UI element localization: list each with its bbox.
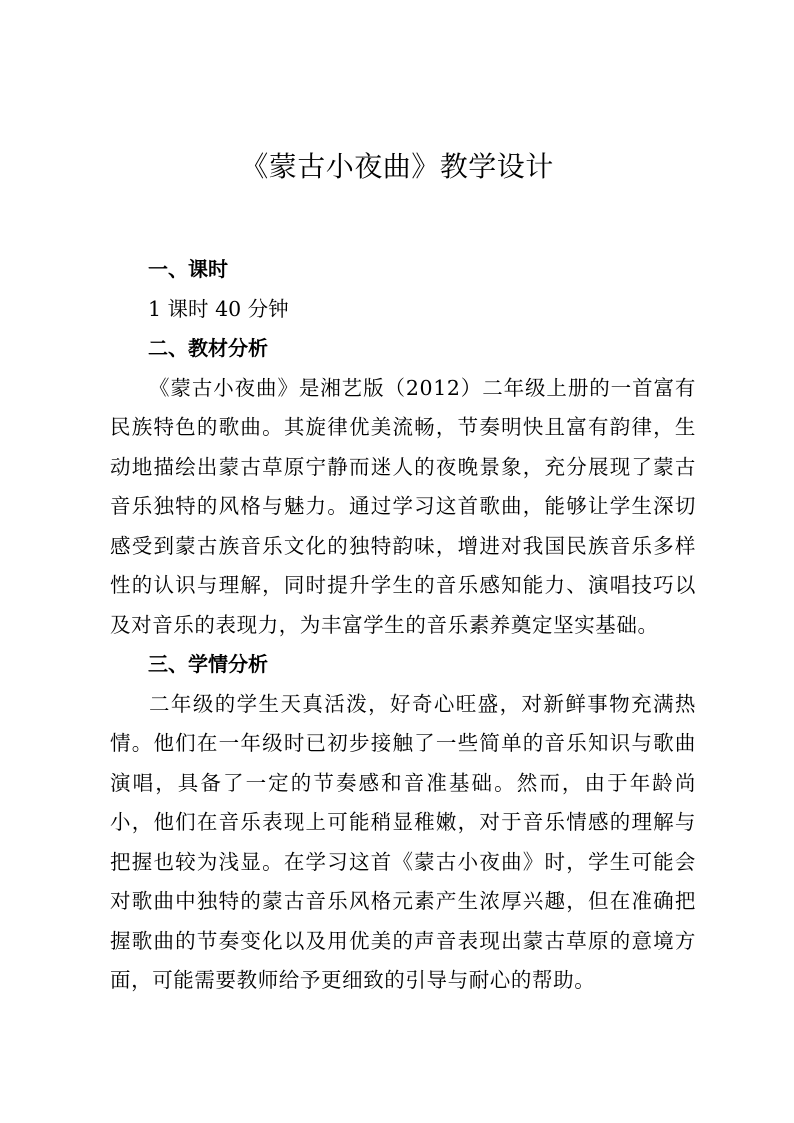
section-textbook-analysis <box>110 329 696 645</box>
section-heading: 二、教材分析 <box>148 336 268 360</box>
class-hours-text: 1 课时 40 分钟 <box>148 296 289 321</box>
section-student-analysis <box>110 645 696 1001</box>
section-heading: 三、学情分析 <box>148 652 268 676</box>
section-class-hours <box>110 250 696 329</box>
student-analysis-paragraph: 二年级的学生天真活泼，好奇心旺盛，对新鲜事物充满热情。他们在一年级时已初步接触了一些简单的音乐知识与歌曲演唱，具备了一定的节奏感和音准基础。然而，由于年龄尚小，他们在音乐表现上可能稍显稚嫩，对于音乐情感的理解与把握也较为浅显。在学习这首《蒙古小夜曲》时，学生可能会对歌曲中独特的蒙古音乐风格元素产生浓厚兴趣，但在准确把握歌曲的节奏变化以及用优美的声音表现出蒙古草原的意境方面，可能需要教师给予更细致的引导与耐心的帮助。 <box>110 691 696 992</box>
document-body <box>110 250 696 1001</box>
textbook-analysis-paragraph: 《蒙古小夜曲》是湘艺版（2012）二年级上册的一首富有民族特色的歌曲。其旋律优美流畅，节奏明快且富有韵律，生动地描绘出蒙古草原宁静而迷人的夜晚景象，充分展现了蒙古音乐独特的风格与魅力。通过学习这首歌曲，能够让学生深切感受到蒙古族音乐文化的独特韵味，增进对我国民族音乐多样性的认识与理解，同时提升学生的音乐感知能力、演唱技巧以及对音乐的表现力，为丰富学生的音乐素养奠定坚实基础。 <box>110 375 696 637</box>
document-title: 《蒙古小夜曲》教学设计 <box>240 150 554 183</box>
section-heading: 一、课时 <box>148 257 228 281</box>
